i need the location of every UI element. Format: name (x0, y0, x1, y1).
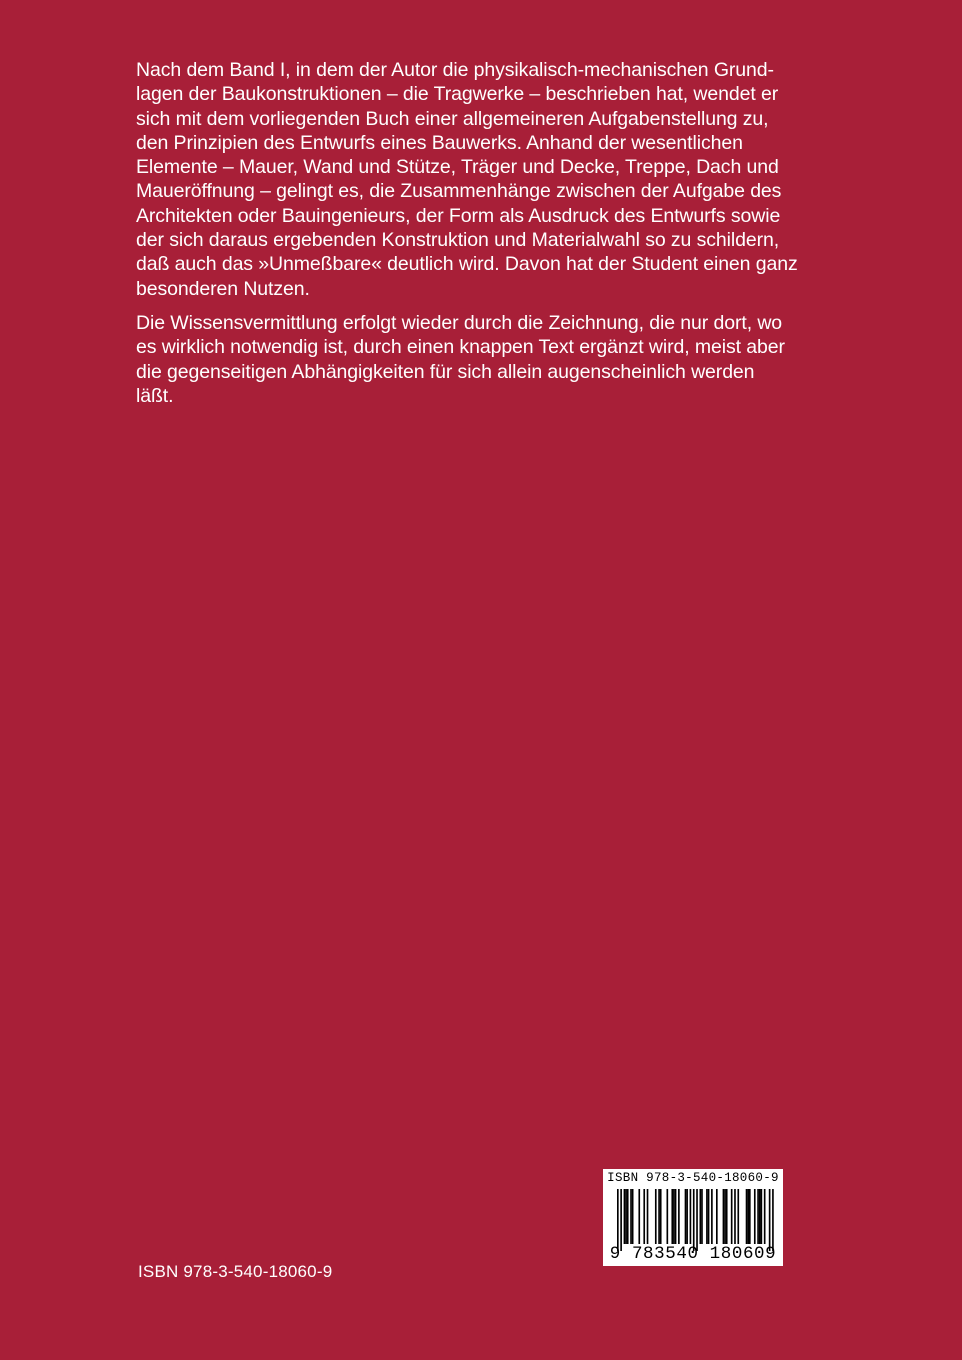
blurb-line: Elemente – Mauer, Wand und Stütze, Träger und Decke, Treppe, Dach und (136, 156, 779, 179)
barcode-bar (673, 1189, 675, 1244)
barcode-bar (764, 1189, 766, 1244)
barcode-bar (620, 1189, 622, 1251)
barcode-bar (726, 1189, 728, 1244)
barcode-bar (769, 1189, 771, 1251)
blurb-line: Architekten oder Bauingenieurs, der Form als Ausdruck des Entwurfs sowie (136, 204, 781, 227)
blurb-line: den Prinzipien des Entwurfs eines Bauwerks. Anhand der wesentlichen (136, 131, 743, 154)
barcode-bar (675, 1189, 677, 1244)
blurb-line: es wirklich notwendig ist, durch einen knappen Text ergänzt wird, meist aber (136, 336, 785, 359)
barcode-bar (690, 1189, 692, 1244)
barcode-bar (647, 1189, 649, 1244)
barcode-bar (772, 1189, 774, 1251)
barcode-bar (737, 1189, 739, 1244)
blurb-line: die gegenseitigen Abhängigkeiten für sich allein augenscheinlich werden (136, 360, 755, 383)
barcode-bar (757, 1189, 759, 1244)
barcode-bar (700, 1189, 702, 1244)
barcode-bar (671, 1189, 673, 1244)
barcode-bar (723, 1189, 725, 1244)
barcode-bar (754, 1189, 756, 1244)
barcode-bar (685, 1189, 687, 1244)
blurb-line: daß auch das »Unmeßbare« deutlich wird. Davon hat der Student einen ganz (136, 253, 798, 276)
barcode-bar (716, 1189, 718, 1244)
barcode-bar (746, 1189, 748, 1244)
barcode-bar (638, 1189, 640, 1244)
barcode-bar (660, 1189, 662, 1244)
blurb-line: lagen der Baukonstruktionen – die Tragwerke – beschrieben hat, wendet er (136, 83, 779, 106)
barcode-bar (706, 1189, 708, 1244)
barcode-bar (667, 1189, 669, 1244)
isbn-label: ISBN 978-3-540-18060-9 (138, 1262, 333, 1281)
barcode-bar (734, 1189, 736, 1244)
blurb-line: besonderen Nutzen. (136, 277, 310, 300)
barcode-bar (711, 1189, 713, 1244)
blurb-line: läßt. (136, 384, 174, 407)
barcode-bar (624, 1189, 626, 1244)
barcode-bar (632, 1189, 634, 1244)
barcode-bar (630, 1189, 632, 1244)
isbn-barcode (603, 1169, 783, 1266)
barcode-bar (693, 1189, 695, 1251)
blurb-paragraph-1 (136, 58, 836, 301)
cover-blurb (136, 58, 836, 418)
barcode-bar (749, 1189, 751, 1244)
barcode-bar (643, 1189, 645, 1244)
blurb-line: der sich daraus ergebenden Konstruktion und Materialwahl so zu schildern, (136, 229, 780, 252)
barcode-isbn-header: ISBN 978-3-540-18060-9 (607, 1171, 779, 1185)
barcode-bar (708, 1189, 710, 1244)
barcode-bar (747, 1189, 749, 1244)
barcode-bar (701, 1189, 703, 1244)
barcode-bar (761, 1189, 763, 1244)
blurb-line: sich mit dem vorliegenden Buch einer allgemeineren Aufgabenstellung zu, (136, 107, 769, 130)
barcode-bar (658, 1189, 660, 1244)
barcode-bar (696, 1189, 698, 1251)
barcode-bar (625, 1189, 627, 1244)
barcode-bar (731, 1189, 733, 1244)
barcode-bar (759, 1189, 761, 1244)
barcode-bar (655, 1189, 657, 1244)
barcode-bar (724, 1189, 726, 1244)
blurb-paragraph-2 (136, 311, 836, 408)
blurb-line: Nach dem Band I, in dem der Autor die physikalisch-mechanischen Grund- (136, 59, 774, 81)
barcode-digits: 9 783540 180609 (609, 1244, 777, 1264)
barcode-bar (617, 1189, 619, 1251)
blurb-line: Maueröffnung – gelingt es, die Zusammenhänge zwischen der Aufgabe des (136, 180, 782, 203)
barcode-bar (627, 1189, 629, 1244)
blurb-line: Die Wissensvermittlung erfolgt wieder durch die Zeichnung, die nur dort, wo (136, 311, 783, 334)
barcode-bar (678, 1189, 680, 1244)
barcode-bar (686, 1189, 688, 1244)
